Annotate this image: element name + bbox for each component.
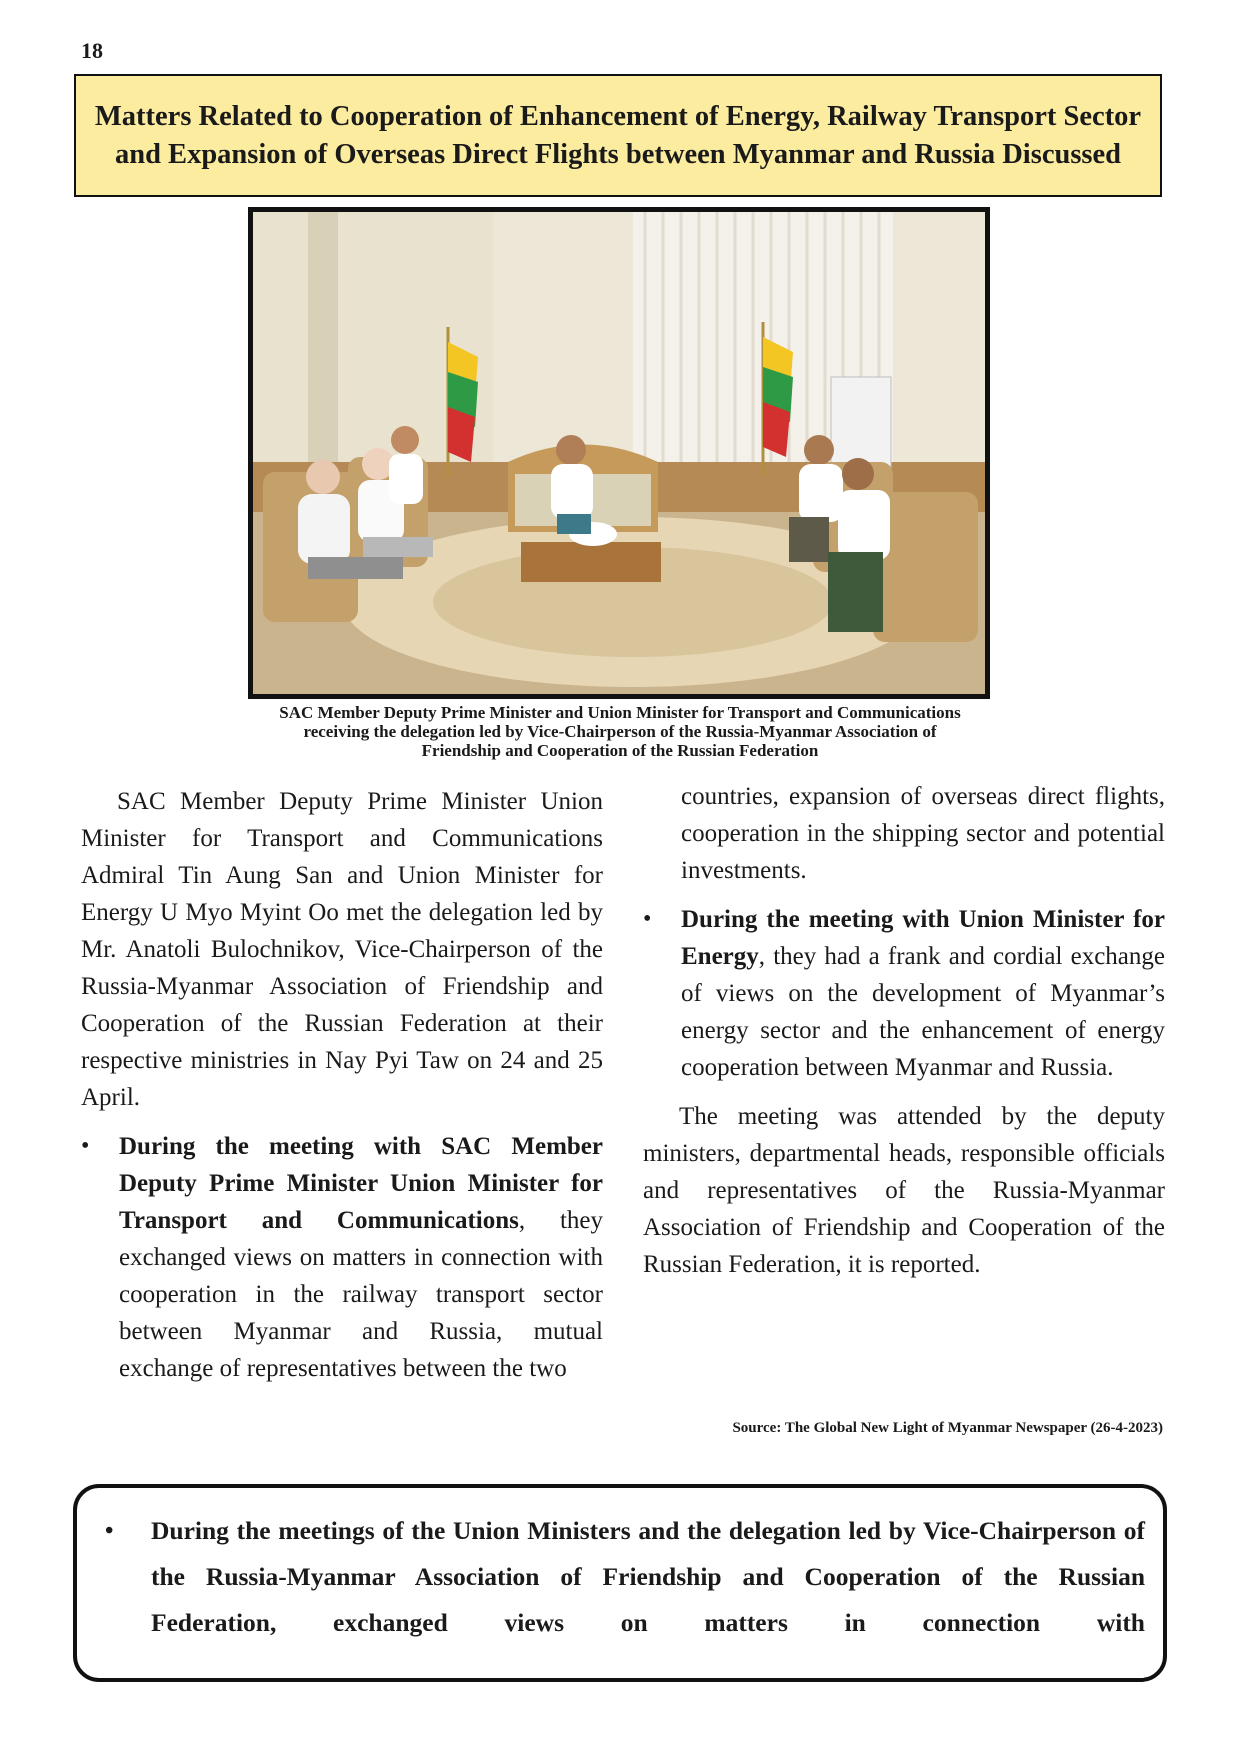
caption-line: Friendship and Cooperation of the Russian Federation xyxy=(421,741,819,760)
source-credit: Source: The Global New Light of Myanmar Newspaper (26-4-2023) xyxy=(732,1420,1163,1436)
bullet-energy-text: , they had a frank and cordial exchange of views on the development of Myanmar’s energy sector and the enhancement of energy cooperation between Myanmar and Russia. xyxy=(681,943,1165,1081)
article-title-box xyxy=(74,74,1162,197)
article-title: Matters Related to Cooperation of Enhancement of Energy, Railway Transport Sector and Expansion of Overseas Direct Flights between Myanmar and Russia Discussed xyxy=(94,100,1142,170)
bullet-transport-text: , they exchanged views on matters in connection with cooperation in the railway transport sector between Myanmar and Russia, mutual exchange of representatives between the two xyxy=(119,1207,604,1382)
caption-line: receiving the delegation led by Vice-Chairperson of the Russia-Myanmar Association of xyxy=(303,722,937,741)
bullet-transport-heading: During the meeting with SAC Member Deputy Prime Minister Union Minister for Transport and Communications xyxy=(119,1133,603,1234)
page-number: 18 xyxy=(81,38,103,63)
intro-paragraph: SAC Member Deputy Prime Minister Union Minister for Transport and Communications Admiral Tin Aung San and Union Minister for Energy U Myo Myint Oo met the delegation led by Mr. Anatoli Bulochnikov, Vice-Chairperson of the Russia-Myanmar Association of Friendship and Cooperation of the Russian Federation at their respective ministries in Nay Pyi Taw on 24 and 25 April. xyxy=(81,788,603,1111)
article-column-left xyxy=(81,783,603,1387)
bullet-energy-meeting xyxy=(643,901,1165,1086)
summary-bullet: • During the meetings of the Union Ministers and the delegation led by Vice-Chairperson of the Russia-Myanmar Association of Friendship and Cooperation of the Russian Federation, exchanged views on matters in connection with xyxy=(97,1508,1145,1646)
closing-paragraph: The meeting was attended by the deputy ministers, departmental heads, responsible officials and representatives of the Russia-Myanmar Association of Friendship and Cooperation of the Russian Federation, it is reported. xyxy=(643,1103,1165,1278)
bullet-transport-continuation: countries, expansion of overseas direct flights, cooperation in the shipping sector and potential investments. xyxy=(681,783,1165,884)
meeting-photo xyxy=(248,207,990,699)
bullet-transport-meeting xyxy=(81,1128,603,1387)
summary-box xyxy=(73,1484,1167,1682)
bullet-energy-heading: During the meeting with Union Minister for Energy xyxy=(681,906,1165,970)
photo-caption xyxy=(160,703,1080,760)
meeting-photo-icon xyxy=(253,212,985,694)
article-column-right xyxy=(643,778,1165,1295)
caption-line: SAC Member Deputy Prime Minister and Union Minister for Transport and Communications xyxy=(279,703,961,722)
